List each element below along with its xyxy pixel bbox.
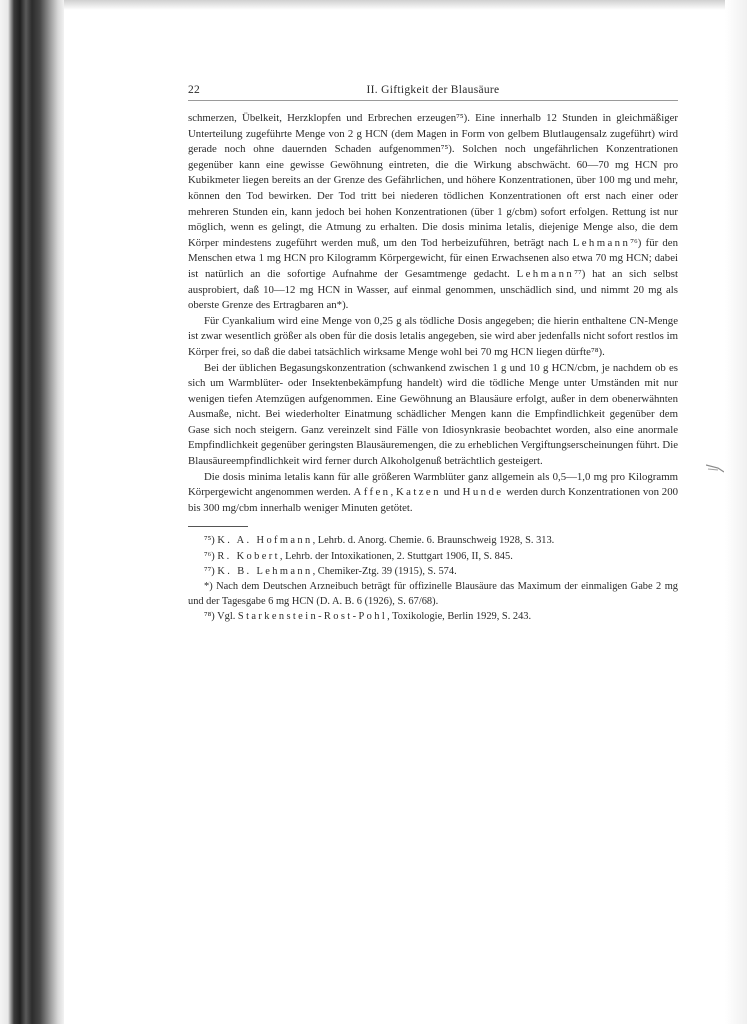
- footnote-marker: ⁷⁵): [204, 535, 218, 547]
- page-number: 22: [188, 84, 201, 96]
- footnote-author: R. Kobert: [217, 550, 280, 562]
- footnote-text: , Lehrb. der Intoxikationen, 2. Stuttgart 1906, II, S. 845.: [279, 550, 513, 562]
- paragraph-text: Die dosis minima letalis kann für alle größeren Warmblüter ganz allgemein als 0,5—1,0 mg pro Kilogramm Körpergewicht angenommen werden.: [188, 470, 678, 499]
- author-name: Lehmann: [516, 267, 575, 280]
- paragraph-text: schmerzen, Übelkeit, Herzklopfen und Erbrechen erzeugen⁷⁵). Eine innerhalb 12 Stunden in gleichmäßiger Unterteilung zugeführte Menge von 2 g HCN (dem Magen in Form von gelbem Blutlaugensalz zugeführt) wird gerade noch ohne dauernden Schaden aufgenommen⁷⁵). Solchen noch ungefährlichen Konzentrationen gegenüber kann eine gewisse Gewöhnung eintreten, die die Wirkung abschwächt. 60—70 mg HCN pro Kubikmeter liegen bereits an der Grenze des Gefährlichen, und höhere Konzentrationen, über 100 mg und mehr, können den Tod bewirken. Der Tod tritt bei niederen tödlichen Konzentrationen oft erst nach einer oder mehreren Stunden ein, kann jedoch bei hohen Konzentrationen (über 1 g/cbm) sofort erfolgen. Rettung ist nur möglich, wenn es gelingt, die Atmung zu erhalten. Die dosis minima letalis, diejenige Menge also, die dem Körper mindestens zugeführt werden muß, um den Tod herbeizuführen, beträgt nach: [188, 112, 678, 249]
- book-spine: [0, 0, 64, 1024]
- author-name: Lehmann: [572, 236, 631, 249]
- footnote-text: , Lehrb. d. Anorg. Chemie. 6. Braunschweig 1928, S. 313.: [312, 535, 555, 547]
- paragraph-text: ⁷⁷) hat an sich selbst ausprobiert, daß 10—12 mg HCN in Wasser, auf einmal genommen, unschädlich sind, und nimmt 20 mg als oberste Grenze des Ertragbaren an*).: [188, 267, 678, 312]
- footnote-author: Starkenstein-Rost-Pohl: [237, 611, 388, 623]
- paragraph-1: [188, 111, 678, 314]
- running-header: [188, 80, 678, 101]
- footnote-rule: [188, 526, 248, 527]
- book-page: [188, 80, 678, 625]
- footnotes: [188, 533, 678, 624]
- footnote-78: [188, 609, 678, 624]
- footnote-author: K. B. Lehmann: [217, 565, 313, 577]
- paragraph-text: werden durch Konzentrationen von 200 bis 300 mg/cbm innerhalb weniger Minuten getötet.: [188, 486, 678, 514]
- paragraph-text: und: [440, 486, 463, 499]
- animal-name: Katzen: [395, 486, 441, 499]
- scan-top-shadow: [64, 0, 747, 10]
- footnote-75: [188, 533, 678, 548]
- footnote-text: , Chemiker-Ztg. 39 (1915), S. 574.: [312, 565, 457, 577]
- footnote-marker: ⁷⁸) Vgl.: [204, 611, 238, 623]
- footnote-star: [188, 579, 678, 609]
- body-text: [188, 111, 678, 516]
- paragraph-2: Für Cyankalium wird eine Menge von 0,25 g als tödliche Dosis angegeben; die hierin enthaltene CN-Menge ist zwar wesentlich größer als oben für die dosis letalis angegeben, sie wird aber jedenfalls nicht sofort restlos im Körper frei, so daß die dabei tatsächlich wirksame Menge wohl bei 70 mg HCN liegen dürfte⁷⁸).: [188, 314, 678, 358]
- footnote-author: K. A. Hofmann: [217, 535, 313, 547]
- footnote-77: [188, 564, 678, 579]
- footnote-text: , Toxikologie, Berlin 1929, S. 243.: [387, 611, 532, 623]
- footnote-text: Nach dem Deutschen Arzneibuch beträgt für offizinelle Blausäure das Maximum der einmaligen Gabe 2 mg und der Tagesgabe 6 mg HCN (D. A. B. 6 (1926), S. 67/68).: [188, 581, 678, 608]
- animal-name: Affen: [353, 486, 391, 499]
- paragraph-4: [188, 470, 678, 517]
- paragraph-text: ⁷⁶) für den Menschen etwa 1 mg HCN pro Kilogramm Körpergewicht, für einen Erwachsenen also etwa 70 mg HCN; dabei ist natürlich an die sofortige Aufnahme der Gesamtmenge gedacht.: [188, 236, 678, 280]
- paragraph-text: ,: [390, 486, 396, 499]
- animal-name: Hunde: [462, 486, 504, 499]
- scan-right-edge: [725, 0, 747, 1024]
- footnote-marker: ⁷⁷): [204, 565, 218, 577]
- scan-smudge-mark: [706, 463, 724, 473]
- footnote-76: [188, 549, 678, 564]
- footnote-marker: *): [204, 581, 217, 593]
- footnote-marker: ⁷⁶): [204, 550, 218, 562]
- running-title: II. Giftigkeit der Blausäure: [366, 84, 500, 96]
- paragraph-3: Bei der üblichen Begasungskonzentration (schwankend zwischen 1 g und 10 g HCN/cbm, je nachdem ob es sich um Warmblüter- oder Insektenbekämpfung handelt) wird die tödliche Menge unter Umständen mit nur wenigen tiefen Atemzügen aufgenommen. Eine Gewöhnung an Blausäure erfolgt, außer in dem obenerwähnten Ausmaße, nicht. Bei wiederholter Einatmung schädlicher Mengen kann die Empfindlichkeit gegenüber dem Gase sich noch steigern. Ganz vereinzelt sind Fälle von Idiosynkrasie beobachtet worden, also eine anormale Empfindlichkeit gegenüber geringsten Blausäuremengen, die zu erheblichen Vergiftungserscheinungen führt. Die Blausäureempfindlichkeit wird ferner durch Alkoholgenuß beträchtlich gesteigert.: [188, 361, 678, 468]
